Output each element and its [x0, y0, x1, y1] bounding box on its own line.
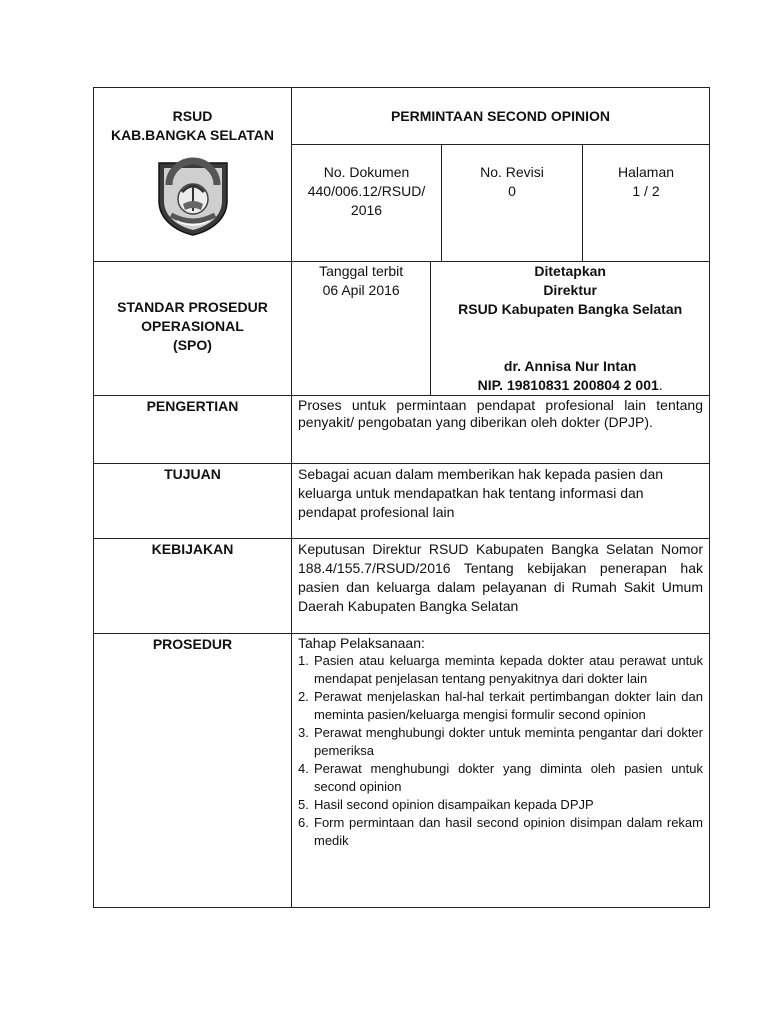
approval-label: Ditetapkan	[534, 263, 606, 279]
hospital-name-line1: RSUD	[172, 108, 213, 124]
tujuan-text: Sebagai acuan dalam memberikan hak kepada pasien dan keluarga untuk mendapatkan hak tentang informasi dan pendapat profesional lain	[298, 466, 664, 520]
spo-document-table	[93, 87, 710, 908]
spo-title	[94, 298, 291, 355]
tujuan-text-cell	[292, 464, 710, 539]
approval-role: Direktur	[543, 282, 597, 298]
prosedur-label: PROSEDUR	[152, 636, 233, 652]
prosedur-step: 6. Form permintaan dan hasil second opinion disimpan dalam rekam medik	[298, 815, 703, 848]
spo-title-cell	[94, 262, 292, 396]
prosedur-step: 5. Hasil second opinion disampaikan kepada DPJP	[298, 797, 594, 812]
doc-number-label: No. Dokumen	[323, 164, 410, 180]
kebijakan-label: KEBIJAKAN	[151, 541, 234, 557]
pengertian-text: Proses untuk permintaan pendapat profesional lain tentang penyakit/ pengobatan yang diberikan oleh dokter (DPJP).	[298, 397, 703, 430]
prosedur-label-cell	[94, 634, 292, 908]
doc-number-line1: 440/006.12/RSUD/	[307, 183, 426, 199]
revision-label: No. Revisi	[480, 164, 544, 180]
prosedur-steps-list	[298, 652, 703, 850]
kebijakan-text: Keputusan Direktur RSUD Kabupaten Bangka Selatan Nomor 188.4/155.7/RSUD/2016 Tentang kebijakan penerapan hak pasien dan keluarga dalam pelayanan di Rumah Sakit Umum Daerah Kabupaten Bangka Selatan	[298, 541, 703, 614]
pengertian-label: PENGERTIAN	[146, 398, 239, 414]
page-block	[583, 145, 709, 261]
spo-title-line3: (SPO)	[173, 337, 212, 353]
document-title: PERMINTAAN SECOND OPINION	[390, 108, 611, 124]
prosedur-step: 2. Perawat menjelaskan hal-hal terkait pertimbangan dokter lain dan meminta pasien/keluarga mengisi formulir second opinion	[298, 689, 703, 722]
kebijakan-label-cell	[94, 539, 292, 634]
spo-title-line1: STANDAR PROSEDUR	[117, 299, 268, 315]
revision-block	[442, 145, 583, 261]
doc-number-block	[292, 145, 442, 261]
signer-name: dr. Annisa Nur Intan	[503, 358, 637, 374]
prosedur-step: 4. Perawat menghubungi dokter yang diminta oleh pasien untuk second opinion	[298, 761, 703, 794]
kebijakan-text-cell	[292, 539, 710, 634]
tujuan-label-cell	[94, 464, 292, 539]
signer-nip-line: NIP. 19810831 200804 2 001.	[477, 377, 663, 393]
prosedur-content	[292, 634, 709, 850]
pengertian-label-cell	[94, 396, 292, 464]
page-value: 1 / 2	[632, 183, 660, 199]
prosedur-step: 3. Perawat menghubungi dokter untuk meminta pengantar dari dokter pemeriksa	[298, 725, 703, 758]
approval-org: RSUD Kabupaten Bangka Selatan	[458, 301, 683, 317]
issue-date-label: Tanggal terbit	[319, 263, 404, 279]
hospital-emblem-icon	[153, 157, 233, 237]
revision-value: 0	[508, 183, 516, 199]
logo-container	[94, 157, 291, 237]
document-meta-grid	[292, 145, 709, 261]
issue-date-cell	[292, 262, 431, 396]
document-meta-cell	[292, 145, 710, 262]
signer-nip: NIP. 19810831 200804 2 001	[477, 377, 659, 393]
prosedur-intro: Tahap Pelaksanaan:	[298, 635, 425, 651]
tujuan-label: TUJUAN	[164, 466, 221, 482]
pengertian-text-cell	[292, 396, 710, 464]
page-label: Halaman	[617, 164, 675, 180]
spo-title-line2: OPERASIONAL	[141, 318, 244, 334]
doc-number-line2: 2016	[350, 202, 383, 218]
prosedur-text-cell	[292, 634, 710, 908]
hospital-name-line2: KAB.BANGKA SELATAN	[110, 127, 275, 143]
approval-cell	[431, 262, 710, 396]
hospital-header-cell	[94, 88, 292, 262]
issue-date-value: 06 Apil 2016	[322, 282, 400, 298]
document-title-cell	[292, 88, 710, 145]
prosedur-step: 1. Pasien atau keluarga meminta kepada dokter atau perawat untuk mendapat penjelasan tentang penyakitnya dari dokter lain	[298, 653, 703, 686]
